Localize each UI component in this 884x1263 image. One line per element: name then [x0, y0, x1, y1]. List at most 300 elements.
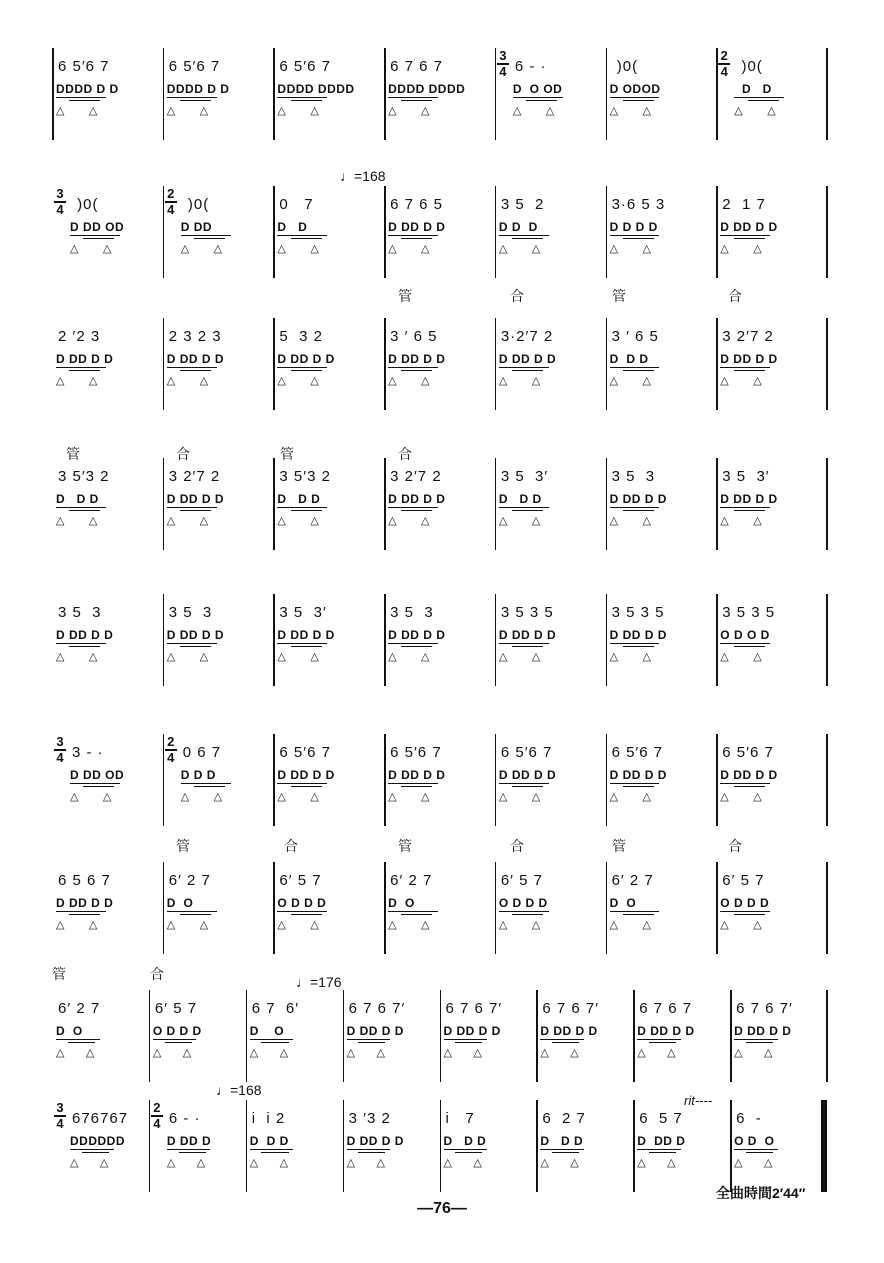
beam-line	[649, 1042, 676, 1043]
beam-line	[69, 510, 100, 511]
beam-line	[180, 100, 211, 101]
accent-marks: △ △	[277, 651, 319, 663]
measure	[716, 48, 827, 140]
percussion-notes: D DD D D	[166, 352, 225, 366]
beam-line	[401, 786, 432, 787]
beam-line	[69, 914, 100, 915]
bar-line	[163, 186, 165, 278]
percussion-notes: D DD D D	[498, 768, 557, 782]
beam-line	[82, 1152, 109, 1153]
beam-line	[56, 367, 106, 368]
melody-notes: 2 3 2 3	[168, 328, 222, 345]
measure	[384, 458, 495, 550]
percussion-notes: D DD D D	[609, 492, 667, 506]
beam-line	[56, 643, 106, 644]
beam-line	[167, 1149, 211, 1150]
measure	[440, 1100, 537, 1192]
melody-notes: 6 7 6 5	[390, 196, 444, 213]
measure	[52, 458, 163, 550]
bar-line	[52, 48, 54, 140]
bar-line	[606, 186, 608, 278]
percussion-notes: D O OD	[512, 82, 563, 96]
beam-line	[748, 100, 779, 101]
measure	[495, 862, 606, 954]
bar-line	[606, 458, 608, 550]
percussion-notes: D D D	[498, 492, 542, 506]
time-signature: 2 4	[151, 1102, 163, 1130]
beam-line	[720, 643, 770, 644]
accent-marks: △ △	[609, 375, 651, 387]
bar-line	[495, 318, 497, 410]
beam-line	[610, 911, 660, 912]
measure	[730, 990, 827, 1082]
bar-line	[716, 186, 718, 278]
beam-line	[513, 97, 563, 98]
melody-notes: 3 5 3′	[500, 468, 549, 485]
percussion-notes: DDDDDD	[70, 1134, 125, 1148]
beam-line	[291, 646, 322, 647]
melody-notes: 6′ 2 7	[611, 872, 654, 889]
beam-line	[649, 1152, 676, 1153]
measure	[606, 318, 717, 410]
measure	[149, 1100, 246, 1192]
percussion-notes: D DD D D	[720, 352, 778, 366]
melody-notes: 6 5′6 7	[279, 744, 331, 761]
measure	[716, 862, 827, 954]
tempo-mark: ♩=168	[216, 1082, 262, 1098]
beam-line	[167, 97, 217, 98]
measure	[163, 186, 274, 278]
beam-line	[167, 911, 217, 912]
beam-line	[250, 1149, 294, 1150]
melody-notes: )0(	[611, 58, 639, 75]
percussion-notes: DDDD D D	[56, 82, 119, 96]
beam-line	[250, 1039, 294, 1040]
measure	[52, 734, 163, 826]
accent-marks: △ △	[540, 1047, 579, 1059]
accent-marks: △ △	[70, 243, 112, 255]
measure	[163, 458, 274, 550]
measure	[716, 734, 827, 826]
time-signature: 2 4	[165, 188, 177, 216]
beam-line	[526, 100, 557, 101]
beam-line	[56, 507, 106, 508]
melody-notes: 3 5 3	[611, 468, 656, 485]
melody-notes: 3 5 3 5	[500, 604, 554, 621]
beam-line	[347, 1039, 391, 1040]
guan-mark: 管	[176, 838, 190, 854]
accent-marks: △ △	[388, 651, 430, 663]
bar-line	[826, 734, 828, 826]
he-mark: 合	[176, 446, 190, 462]
percussion-notes: D DD D D	[734, 1024, 792, 1038]
measure	[163, 48, 274, 140]
he-mark: 合	[284, 838, 298, 854]
beam-line	[70, 1149, 114, 1150]
accent-marks: △ △	[56, 919, 98, 931]
accent-marks: △ △	[388, 375, 430, 387]
melody-notes: 6 5′6 7	[168, 58, 221, 75]
bar-line	[273, 458, 275, 550]
measure	[606, 186, 717, 278]
beam-line	[277, 911, 327, 912]
beam-line	[388, 97, 438, 98]
melody-notes: 3 5 3 5	[722, 604, 776, 621]
beam-line	[512, 370, 543, 371]
percussion-notes: D D D D	[609, 220, 658, 234]
beam-line	[499, 643, 549, 644]
bar-line	[163, 594, 165, 686]
bar-line	[495, 458, 497, 550]
melody-notes: 3 5 3′	[279, 604, 327, 621]
beam-line	[720, 235, 770, 236]
accent-marks: △ △	[249, 1047, 289, 1059]
percussion-notes: DDDD D D	[166, 82, 230, 96]
melody-notes: 3 5′3 2	[58, 468, 110, 485]
beam-line	[277, 97, 327, 98]
beam-line	[388, 643, 438, 644]
melody-notes: 6 7 6 7	[390, 58, 444, 75]
measure	[716, 594, 827, 686]
bar-line	[384, 862, 386, 954]
accent-marks: △ △	[166, 651, 209, 663]
percussion-notes: D DD D D	[443, 1024, 501, 1038]
beam-line	[623, 238, 654, 239]
melody-notes: 6 - ·	[168, 1110, 201, 1127]
percussion-notes: D D	[734, 82, 772, 96]
beam-line	[277, 367, 327, 368]
beam-line	[734, 1149, 778, 1150]
bar-line	[273, 186, 275, 278]
bar-line	[716, 862, 718, 954]
percussion-notes: D DD D D	[56, 896, 114, 910]
accent-marks: △ △	[734, 1047, 773, 1059]
beam-line	[56, 1039, 100, 1040]
time-signature: 3 4	[54, 1102, 66, 1130]
bar-line	[343, 990, 345, 1082]
melody-notes: 3 - ·	[72, 744, 104, 761]
he-mark: 合	[150, 966, 164, 982]
measure	[716, 458, 827, 550]
beam-line	[455, 1152, 482, 1153]
accent-marks: △ △	[249, 1157, 289, 1169]
accent-marks: △ △	[498, 375, 541, 387]
measure	[495, 594, 606, 686]
beam-line	[512, 238, 543, 239]
bar-line	[826, 48, 828, 140]
beam-line	[734, 786, 765, 787]
beam-line	[512, 646, 543, 647]
time-signature: 3 4	[54, 736, 66, 764]
percussion-notes: D D D	[443, 1134, 487, 1148]
bar-line	[536, 990, 538, 1082]
score-system	[52, 168, 827, 296]
percussion-notes: O D D D	[720, 896, 770, 910]
beam-line	[623, 100, 654, 101]
time-signature: 3 4	[497, 50, 509, 78]
accent-marks: △ △	[720, 919, 762, 931]
melody-notes: i i 2	[251, 1110, 286, 1127]
percussion-notes: D DD D	[166, 1134, 212, 1148]
melody-notes: 5 3 2	[279, 328, 323, 345]
bar-line	[495, 862, 497, 954]
melody-notes: 6′ 2 7	[58, 1000, 101, 1017]
measure	[149, 990, 246, 1082]
beam-line	[167, 367, 217, 368]
measure	[163, 594, 274, 686]
melody-notes: 6 - ·	[514, 58, 547, 75]
beam-line	[388, 367, 438, 368]
melody-notes: 6 5′6 7	[58, 58, 110, 75]
bar-line	[163, 862, 165, 954]
beam-line	[70, 783, 120, 784]
percussion-notes: D DD D D	[609, 628, 667, 642]
beam-line	[623, 510, 654, 511]
score-system	[52, 734, 827, 844]
bar-line	[606, 862, 608, 954]
melody-notes: 6 5′6 7	[390, 744, 442, 761]
accent-marks: △ △	[734, 105, 776, 117]
guan-mark: 管	[66, 446, 80, 462]
score-system	[52, 1082, 827, 1210]
measure	[384, 186, 495, 278]
beam-line	[610, 507, 660, 508]
beam-line	[746, 1152, 773, 1153]
beam-line	[512, 914, 543, 915]
melody-notes: 6 2 7	[542, 1110, 586, 1127]
beam-line	[194, 238, 225, 239]
melody-notes: 3 5 3	[168, 604, 213, 621]
ritardando-mark: rit----	[684, 1093, 713, 1108]
accent-marks: △ △	[388, 791, 430, 803]
measure	[52, 862, 163, 954]
percussion-notes: D DD D D	[346, 1134, 404, 1148]
measure	[163, 734, 274, 826]
melody-notes: 6 5′6 7	[500, 744, 553, 761]
bar-line	[273, 318, 275, 410]
percussion-notes: O D O	[734, 1134, 775, 1148]
melody-notes: 6 -	[736, 1110, 762, 1127]
beam-line	[291, 370, 322, 371]
measure	[606, 862, 717, 954]
melody-notes: 6′ 5 7	[154, 1000, 198, 1017]
percussion-notes: D DD D D	[388, 352, 446, 366]
guan-mark: 管	[612, 838, 626, 854]
measure	[606, 458, 717, 550]
melody-notes: 2 1 7	[722, 196, 766, 213]
beam-line	[261, 1152, 288, 1153]
beam-line	[56, 911, 106, 912]
accent-marks: △ △	[734, 1157, 773, 1169]
bar-line	[246, 1100, 248, 1192]
accent-marks: △ △	[277, 919, 319, 931]
bar-line	[246, 990, 248, 1082]
he-mark: 合	[510, 288, 524, 304]
melody-notes: 6 5′6 7	[611, 744, 664, 761]
accent-marks: △ △	[277, 375, 319, 387]
measure	[384, 318, 495, 410]
measure	[495, 48, 606, 140]
bar-line	[343, 1100, 345, 1192]
total-duration: 全曲時間2′44″	[716, 1185, 806, 1201]
percussion-notes: D DD OD	[70, 768, 125, 782]
melody-notes: 6 7 6 7′	[542, 1000, 600, 1017]
beam-line	[610, 235, 660, 236]
beam-line	[165, 1042, 192, 1043]
guan-mark: 管	[52, 966, 66, 982]
percussion-notes: D D	[277, 220, 308, 234]
beam-line	[181, 783, 231, 784]
bar-line	[149, 990, 151, 1082]
bar-line	[163, 48, 165, 140]
melody-notes: 6 7 6′	[251, 1000, 300, 1017]
beam-line	[291, 100, 322, 101]
beam-line	[720, 507, 770, 508]
bar-line	[163, 458, 165, 550]
beam-line	[291, 786, 322, 787]
measure	[384, 862, 495, 954]
percussion-notes: D DD D D	[277, 768, 335, 782]
beam-line	[401, 914, 432, 915]
melody-notes: 6′ 5 7	[500, 872, 544, 889]
measure	[495, 458, 606, 550]
measure	[273, 318, 384, 410]
bar-line	[716, 48, 718, 140]
measure	[440, 990, 537, 1082]
score-system	[52, 288, 827, 428]
bar-line	[273, 734, 275, 826]
accent-marks: △ △	[56, 375, 98, 387]
measure	[273, 734, 384, 826]
bar-line	[384, 734, 386, 826]
melody-notes: 3 ′ 6 5	[390, 328, 438, 345]
score-system	[52, 966, 827, 1100]
accent-marks: △ △	[540, 1157, 579, 1169]
measure	[343, 1100, 440, 1192]
beam-line	[720, 367, 770, 368]
beam-line	[388, 235, 438, 236]
measure	[730, 1100, 827, 1192]
beam-line	[499, 507, 549, 508]
percussion-notes: D O	[388, 896, 415, 910]
score-system	[52, 838, 827, 972]
time-signature: 3 4	[54, 188, 66, 216]
measure	[163, 862, 274, 954]
beam-line	[610, 367, 660, 368]
beam-line	[540, 1039, 584, 1040]
percussion-notes: D DD D D	[388, 220, 446, 234]
beam-line	[69, 646, 100, 647]
bar-line	[826, 318, 828, 410]
percussion-notes: D DD D D	[540, 1024, 598, 1038]
percussion-notes: D DD D D	[720, 492, 778, 506]
accent-marks: △ △	[277, 791, 319, 803]
accent-marks: △ △	[277, 515, 319, 527]
bar-line	[606, 734, 608, 826]
beam-line	[455, 1042, 482, 1043]
melody-notes: 3 5 3	[390, 604, 434, 621]
accent-marks: △ △	[180, 791, 223, 803]
accent-marks: △ △	[498, 515, 541, 527]
percussion-notes: D DD OD	[70, 220, 125, 234]
bar-line	[495, 594, 497, 686]
accent-marks: △ △	[720, 243, 762, 255]
bar-line	[149, 1100, 151, 1192]
accent-marks: △ △	[637, 1047, 676, 1059]
melody-notes: 6′ 2 7	[168, 872, 211, 889]
beam-line	[512, 786, 543, 787]
beam-line	[720, 783, 770, 784]
melody-notes: 3 5 3 5	[611, 604, 665, 621]
beam-line	[623, 786, 654, 787]
he-mark: 合	[510, 838, 524, 854]
percussion-notes: D DD D D	[56, 628, 114, 642]
bar-line	[384, 186, 386, 278]
guan-mark: 管	[280, 446, 294, 462]
bar-line	[495, 734, 497, 826]
measure	[246, 1100, 343, 1192]
beam-line	[734, 646, 765, 647]
accent-marks: △ △	[277, 243, 319, 255]
melody-notes: 3 5 2	[500, 196, 545, 213]
measure	[606, 734, 717, 826]
percussion-notes: D O	[56, 1024, 83, 1038]
measure	[52, 1100, 149, 1192]
bar-line	[826, 990, 828, 1082]
percussion-notes: O D O D	[720, 628, 770, 642]
beam-line	[180, 646, 211, 647]
beam-line	[734, 1039, 778, 1040]
beam-line	[610, 643, 660, 644]
beam-line	[68, 1042, 95, 1043]
melody-notes: 3 2′7 2	[168, 468, 221, 485]
percussion-notes: D DD D D	[720, 768, 778, 782]
beam-line	[623, 646, 654, 647]
accent-marks: △ △	[388, 515, 430, 527]
bar-line	[384, 458, 386, 550]
melody-notes: )0(	[182, 196, 210, 213]
percussion-notes: D D D	[540, 1134, 584, 1148]
beam-line	[623, 370, 654, 371]
beam-line	[291, 510, 322, 511]
beam-line	[388, 911, 438, 912]
beam-line	[153, 1039, 197, 1040]
measure	[384, 594, 495, 686]
final-bar-line	[821, 1100, 827, 1192]
melody-notes: 6 5′6 7	[279, 58, 331, 75]
accent-marks: △ △	[70, 791, 112, 803]
bar-line	[495, 186, 497, 278]
beam-line	[401, 646, 432, 647]
percussion-notes: O D D D	[277, 896, 327, 910]
accent-marks: △ △	[498, 919, 541, 931]
accent-marks: △ △	[180, 243, 223, 255]
beam-line	[167, 643, 217, 644]
melody-notes: 3·2′7 2	[500, 328, 554, 345]
percussion-notes: D DD D D	[277, 352, 335, 366]
score-system	[52, 594, 827, 704]
melody-notes: 6 7 6 7′	[736, 1000, 793, 1017]
accent-marks: △ △	[166, 919, 209, 931]
he-mark: 合	[728, 288, 742, 304]
accent-marks: △ △	[609, 651, 651, 663]
bar-line	[536, 1100, 538, 1192]
accent-marks: △ △	[609, 243, 651, 255]
measure	[716, 186, 827, 278]
beam-line	[358, 1042, 385, 1043]
time-signature: 2 4	[718, 50, 730, 78]
bar-line	[384, 594, 386, 686]
